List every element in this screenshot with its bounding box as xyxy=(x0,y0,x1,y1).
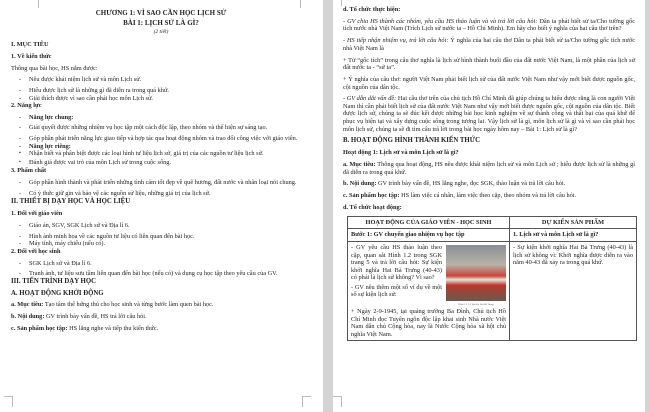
paragraph: + Từ “gốc tích” trong câu thơ nghĩa là lịch sử hình thành buổi đầu của đất nước Việt Nam, là một phần của lịch sử đất nước ta - “sử ta”. xyxy=(343,56,635,72)
list-heading: - Năng lực chung: xyxy=(11,114,311,122)
festival-photo xyxy=(446,245,506,301)
table-header: DỰ KIẾN SẢN PHẨM xyxy=(510,216,637,229)
label: b. Nội dung: xyxy=(343,180,377,188)
subsection-heading: d. Tổ chức thực hiện: xyxy=(343,6,401,13)
figure-caption: Hình 1.2. Lễ hội đền Hai Bà Trưng xyxy=(458,302,494,306)
cell-paragraph: - Sự kiện khởi nghĩa Hai Bà Trưng (40-43) là lịch sử không vì: Khởi nghĩa được diễn ra vào năm 40-43 đã xảy ra trong quá khứ. xyxy=(513,243,633,267)
text: Dân ta phải biết sử ta/Cho tường gốc tích nước nhà Việt Nam (Trích Lịch sử nước ta – Hồ Chí Minh). Em hãy cho biết ý nghĩa của hai câu thơ trên? xyxy=(343,17,635,33)
label: b. Nội dung: xyxy=(11,313,45,321)
list-item: - Giáo án, SGV, SGK Lịch sử và Địa lí 6. xyxy=(11,222,311,230)
table-cell xyxy=(510,241,637,340)
activity-heading: Hoạt động 1: Lịch sử và môn Lịch sử là gì? xyxy=(343,149,459,157)
list-item: - Giải thích được vì sao cần phải học môn Lịch sử. xyxy=(11,95,311,103)
bullet-item: ▪ Đánh giá được vai trò của môn Lịch sử trong cuộc sống. xyxy=(11,159,311,167)
label: c. Sản phẩm học tập: xyxy=(343,192,400,200)
text: HS làm việc cá nhân, làm việc theo cặp, theo nhóm và trả lời câu hỏi. xyxy=(399,192,577,200)
section-heading: B. HOẠT ĐỘNG HÌNH THÀNH KIẾN THỨC xyxy=(343,137,481,145)
label: c. Sản phẩm học tập: xyxy=(11,324,68,332)
list-item: - Góp phần phát triển năng lực giao tiếp và hợp tác qua hoạt động nhóm và trao đổi công việc với giáo viên. xyxy=(11,135,311,143)
document-page-1 xyxy=(0,0,323,412)
lesson-figure xyxy=(446,245,506,306)
table-row xyxy=(348,241,637,340)
subsection-heading: 2. Đối với học sinh xyxy=(11,247,61,255)
document-page-2 xyxy=(333,0,645,412)
crop-mark xyxy=(333,396,342,407)
crop-mark xyxy=(333,0,342,6)
text: Ý nghĩa của hai câu thơ Dân ta phải biết sử ta/Cho tường gốc tích nước nhà Việt Nam là xyxy=(343,37,635,52)
section-heading: III. TIẾN TRÌNH DẠY HỌC xyxy=(11,277,97,285)
paragraph: + Ý nghĩa của câu thơ: người Việt Nam phải biết lịch sử của đất nước Việt Nam như vậy mới biết được nguồn gốc, cội nguồn của dân tộc. xyxy=(343,75,635,91)
text: Tạo tâm thế hứng thú cho học sinh và từng bước làm quen bài học. xyxy=(43,301,214,309)
text: GV trình bày vấn đề, HS trả lời câu hỏi. xyxy=(44,313,147,321)
section-heading: II. THIẾT BỊ DẠY HỌC VÀ HỌC LIỆU xyxy=(11,198,131,206)
text: Hai câu thơ trên của chủ tịch Hồ Chí Minh đã giúp chúng ta hiểu được rằng là con người Việt Nam thì cần phải biết lịch sử của đất nước Việt Nam như vậy mới biết được nguồn gốc, cội nguồn của dân tộc. Biết được lịch sử, chúng ta sẽ đúc kết được những bài học kinh nghiệm về sự thành công và thất bại của quá khứ để phục vụ hiện tại và xây dựng cuộc sống trong tương lai. Vậy lịch sử là gì, môn lịch sử là gì và vì sao cần phải học môn lịch sử, chúng ta sẽ đi tìm câu trả lời trong bài học ngày hôm nay – Bài 1: Lịch sử là gì? xyxy=(343,95,635,133)
chapter-title: CHƯƠNG 1: VÌ SAO CẦN HỌC LỊCH SỬ xyxy=(95,9,227,17)
label: a. Mục tiêu: xyxy=(11,301,44,309)
crop-mark xyxy=(4,396,13,407)
text: Thông qua hoạt động, HS nêu được khái niệm lịch sử và môn Lịch sử ; hiểu được lịch sử là những gì đã diễn ra trong quá khứ. xyxy=(343,161,635,176)
lesson-duration: (2 tiết) xyxy=(153,29,169,36)
bullet-item: ▪ Nhận biết và phân biệt được các loại hình tư liệu lịch sử, giá trị của các nguồn tư liệu lịch sử. xyxy=(11,150,311,158)
paragraph xyxy=(343,18,635,33)
subsection-heading: d. Tổ chức hoạt động: xyxy=(343,203,402,211)
objective xyxy=(343,161,635,176)
list-item: - Hiểu được lịch sử là những gì đã diễn ra trong quá khứ. xyxy=(11,87,311,95)
list-item: - Góp phần hình thành và phát triển những tình cảm tốt đẹp về quê hương, đất nước và nhân loại nói chung. xyxy=(11,179,311,187)
page-gap xyxy=(645,0,650,412)
crop-mark xyxy=(30,0,39,8)
subsection-heading: 3. Phẩm chất xyxy=(11,167,47,175)
subsection-heading: 1. Về kiến thức xyxy=(11,52,52,60)
label: a. Mục tiêu: xyxy=(343,161,376,168)
list-heading: - Năng lực riêng: xyxy=(11,143,311,151)
table-row xyxy=(348,229,637,242)
table-header-row xyxy=(348,216,637,229)
section-heading: I. MỤC TIÊU xyxy=(11,40,49,48)
crop-mark xyxy=(300,0,309,8)
cell-paragraph: + Ngày 2-9-1945, tại quảng trường Ba Đình, Chủ tịch Hồ Chí Minh đọc Tuyên ngôn độc lập khai sinh Nhà nước Việt Nam dân chủ Cộng hòa, nay là Nước Cộng hòa xã hội chủ nghĩa Việt Nam. xyxy=(351,307,506,338)
list-item: - Hình ảnh minh họa về các nguồn tư liệu có liên quan đến bài học. xyxy=(11,233,311,241)
activity-table xyxy=(347,216,637,342)
content xyxy=(343,180,635,188)
italic-text: - HS tiếp nhận nhiệm vụ, trả lời câu hỏi: xyxy=(343,37,449,45)
paragraph xyxy=(343,95,635,133)
table-cell xyxy=(348,241,510,340)
section-heading: A. HOẠT ĐỘNG KHỞI ĐỘNG xyxy=(11,289,104,297)
product xyxy=(11,325,311,333)
italic-text: - GV chia HS thành các nhóm, yêu cầu HS thảo luận và và trả lời câu hỏi: xyxy=(343,17,538,25)
crop-mark xyxy=(302,396,311,407)
paragraph xyxy=(343,37,635,52)
lesson-title: BÀI 1: LỊCH SỬ LÀ GÌ? xyxy=(123,18,199,27)
list-item: - Nêu được khái niệm lịch sử và môn Lịch sử. xyxy=(11,76,311,84)
list-item: - SGK Lịch sử và Địa lí 6. xyxy=(11,260,311,268)
table-header: HOẠT ĐỘNG CỦA GIÁO VIÊN - HỌC SINH xyxy=(348,216,510,229)
list-item: - Có ý thức giữ gìn và bảo vệ các nguồn sử liệu, những giá trị của lịch sử. xyxy=(11,190,311,198)
subsection-heading: 1. Đối với giáo viên xyxy=(11,210,63,218)
page-gap xyxy=(323,0,333,412)
objective xyxy=(11,301,311,309)
cell-paragraph: - GV yêu cầu HS thảo luận theo cặp, quan sát Hình 1.2 trong SGK trang 5 và trả lời câu hỏi: Sự kiện khởi nghĩa Hai Bà Trưng (40-43) có phải là lịch sử không? Vì sao? xyxy=(351,243,442,282)
list-item: - Máy tính, máy chiếu (nếu có). xyxy=(11,240,311,248)
italic-text: - GV dẫn dắt vấn đề: xyxy=(343,95,397,103)
list-item: - Tranh ảnh, tư liệu sưu tầm liên quan đến bài học (nếu có) và dụng cụ học tập theo yêu cầu của GV. xyxy=(11,270,311,278)
cell-paragraph: - GV nêu thêm một số ví dụ về một số sự kiện lịch sử: xyxy=(351,283,442,299)
product-title: 1. Lịch sử và môn Lịch sử là gì? xyxy=(510,229,637,242)
text: HS lắng nghe và tiếp thu kiến thức. xyxy=(67,324,159,332)
subsection-heading: 2. Năng lực xyxy=(11,102,42,110)
text: GV trình bày vấn đề, HS lắng nghe, đọc SGK, thảo luận và trả lời câu hỏi. xyxy=(376,180,566,188)
product xyxy=(343,192,635,200)
content xyxy=(11,313,311,321)
step-label: Bước 1: GV chuyển giao nhiệm vụ học tập xyxy=(348,229,510,242)
paragraph: Thông qua bài học, HS nắm được: xyxy=(11,64,98,72)
list-item: - Giải quyết được những nhiệm vụ học tập một cách độc lập, theo nhóm và thể hiện sự sáng tạo. xyxy=(11,124,311,132)
